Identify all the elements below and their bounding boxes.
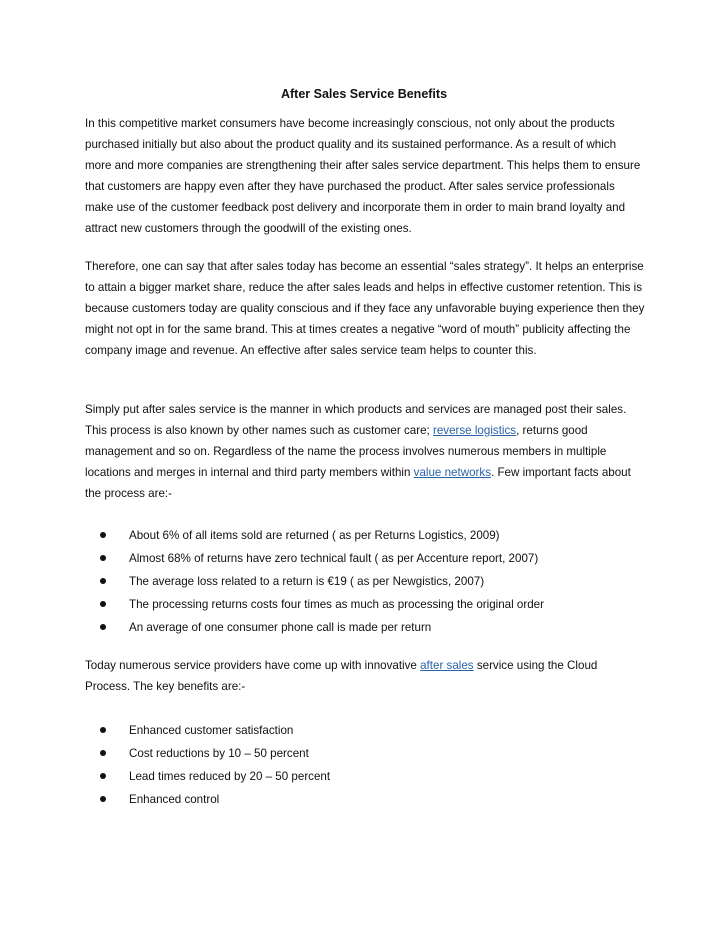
- bullet-icon: [100, 578, 106, 584]
- after-sales-link[interactable]: after sales: [420, 659, 474, 672]
- bullet-icon: [100, 773, 106, 779]
- document-title: After Sales Service Benefits: [280, 87, 448, 101]
- list-item-text: Almost 68% of returns have zero technical fault ( as per Accenture report, 2007): [129, 552, 539, 565]
- list-item: [96, 719, 636, 742]
- list-item: [96, 788, 636, 811]
- list-item: [96, 616, 636, 639]
- benefits-list: [96, 719, 636, 811]
- list-item: [96, 547, 636, 570]
- bullet-icon: [100, 750, 106, 756]
- value-networks-link[interactable]: value networks: [413, 466, 491, 479]
- bullet-icon: [100, 796, 106, 802]
- paragraph-cloud: [85, 655, 645, 697]
- list-item: [96, 742, 636, 765]
- list-item-text: The average loss related to a return is €19 ( as per Newgistics, 2007): [129, 575, 485, 588]
- list-item-text: Enhanced customer satisfaction: [129, 724, 294, 737]
- list-item-text: Cost reductions by 10 – 50 percent: [129, 747, 309, 760]
- paragraph-cloud-text-1: Today numerous service providers have come up with innovative: [85, 659, 421, 672]
- list-item: [96, 524, 636, 547]
- bullet-icon: [100, 727, 106, 733]
- facts-list: [96, 524, 636, 639]
- list-item: [96, 593, 636, 616]
- paragraph-cloud-text-2: service using the Cloud Process. The key benefits are:-: [85, 659, 598, 693]
- paragraph-process: [85, 399, 645, 504]
- list-item-text: About 6% of all items sold are returned ( as per Returns Logistics, 2009): [129, 529, 500, 542]
- paragraph-sales-strategy: Therefore, one can say that after sales today has become an essential “sales strategy”. It helps an enterprise to attain a bigger market share, reduce the after sales leads and helps in effective customer retention. This is because customers today are quality conscious and if they face any unfavorable buying experience then they might not opt in for the same brand. This at times creates a negative “word of mouth” publicity affecting the company image and revenue. An effective after sales service team helps to counter this.: [85, 260, 645, 357]
- list-item: [96, 570, 636, 593]
- bullet-icon: [100, 601, 106, 607]
- bullet-icon: [100, 555, 106, 561]
- bullet-icon: [100, 624, 106, 630]
- list-item-text: The processing returns costs four times as much as processing the original order: [129, 598, 544, 611]
- bullet-icon: [100, 532, 106, 538]
- paragraph-intro: In this competitive market consumers have become increasingly conscious, not only about the products purchased initially but also about the product quality and its sustained performance. As a result of which more and more companies are strengthening their after sales service department. This helps them to ensure that customers are happy even after they have purchased the product. After sales service professionals make use of the customer feedback post delivery and incorporate them in order to main brand loyalty and attract new customers through the goodwill of the existing ones.: [85, 117, 641, 235]
- list-item-text: Lead times reduced by 20 – 50 percent: [129, 770, 331, 783]
- list-item: [96, 765, 636, 788]
- list-item-text: An average of one consumer phone call is made per return: [129, 621, 432, 634]
- reverse-logistics-link[interactable]: reverse logistics: [432, 424, 517, 437]
- paragraph-process-text-2: , returns good management and so on. Regardless of the name the process involves numerous members in multiple locations and merges in internal and third party members within: [85, 424, 607, 479]
- list-item-text: Enhanced control: [129, 793, 220, 806]
- paragraph-process-text-3: . Few important facts about the process are:-: [85, 466, 631, 500]
- paragraph-process-text-1: Simply put after sales service is the manner in which products and services are managed post their sales. This process is also known by other names such as customer care;: [85, 403, 627, 437]
